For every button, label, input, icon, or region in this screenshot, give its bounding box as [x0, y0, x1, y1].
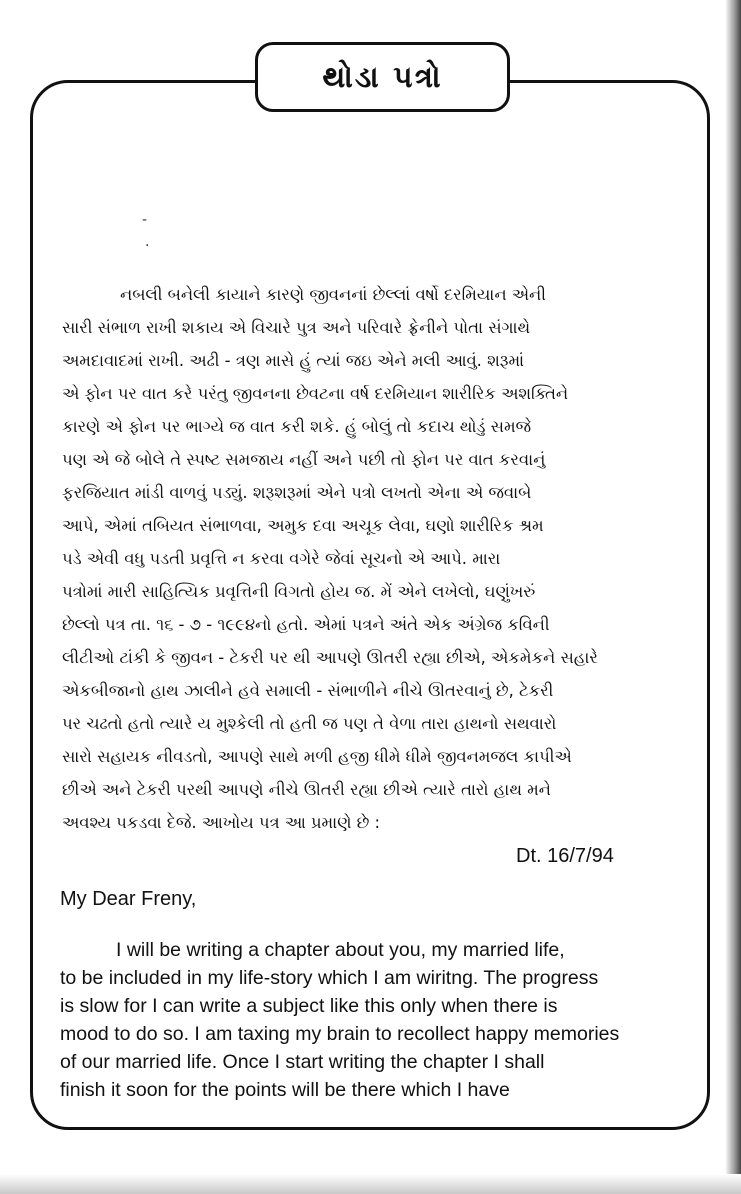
paragraph-line: પર ચઢતો હતો ત્યારે ય મુશ્કેલી તો હતી જ પણ તે વેળા તારા હાથનો સથવારો — [62, 714, 557, 733]
paragraph-line: અમદાવાદમાં રાખી. અઢી - ત્રણ માસે હું ત્યાં જઇ એને મલી આવું. શરૂમાં — [62, 351, 525, 370]
paragraph-line: પણ એ જે બોલે તે સ્પષ્ટ સમજાય નહીં અને પછી તો ફોન પર વાત કરવાનું — [62, 450, 546, 469]
paragraph-line: છેલ્લો પત્ર તા. ૧૬ - ૭ - ૧૯૯૪નો હતો. એમાં પત્રને અંતે એક અંગ્રેજ કવિની — [62, 615, 550, 634]
chapter-title-text: થોડા પત્રો — [322, 59, 443, 95]
letter-line: finish it soon for the points will be there which I have — [60, 1079, 510, 1101]
paragraph-line: અવશ્ય પકડવા દેજે. આખોય પત્ર આ પ્રમાણે છે : — [62, 813, 381, 832]
letter-line: I will be writing a chapter about you, my married life, — [116, 939, 565, 961]
gujarati-paragraph — [62, 278, 692, 839]
paragraph-line: ફરજિયાત માંડી વાળવું પડ્યું. શરૂશરૂમાં એને પત્રો લખતો એના એ જવાબે — [62, 483, 532, 502]
paragraph-line: સારો સહાયક નીવડતો, આપણે સાથે મળી હજી ધીમે ધીમે જીવનમજલ કાપીએ — [62, 747, 572, 766]
letter-line: is slow for I can write a subject like this only when there is — [60, 995, 558, 1017]
paragraph-line: સારી સંભાળ રાખી શકાય એ વિચારે પુત્ર અને પરિવારે ફ્રેનીને પોતા સંગાથે — [62, 318, 531, 337]
paragraph-line: લીટીઓ ટાંકી કે જીવન - ટેકરી પર થી આપણે ઊતરી રહ્યા છીએ, એકમેકને સહારે — [62, 648, 598, 667]
paragraph-line: નબલી બનેલી કાયાને કારણે જીવનનાં છેલ્લાં વર્ષો દરમિયાન એની — [120, 285, 546, 304]
letter-greeting: My Dear Freny, — [60, 888, 197, 910]
paragraph-line: કારણે એ ફોન પર ભાગ્યે જ વાત કરી શકે. હું બોલું તો કદાચ થોડું સમજે — [62, 417, 532, 436]
letter-line: mood to do so. I am taxing my brain to recollect happy memories — [60, 1023, 620, 1045]
chapter-title — [255, 42, 510, 112]
letter-line: to be included in my life-story which I am wiritng. The progress — [60, 967, 599, 989]
paragraph-line: છીએ અને ટેકરી પરથી આપણે નીચે ઊતરી રહ્યા છીએ ત્યારે તારો હાથ મને — [62, 780, 551, 799]
speck-mark: . — [145, 234, 150, 250]
letter-line: of our married life. Once I start writing the chapter I shall — [60, 1051, 545, 1073]
letter-date: Dt. 16/7/94 — [516, 845, 614, 867]
page-binding-shadow — [725, 0, 741, 1194]
paragraph-line: પડે એવી વધુ પડતી પ્રવૃત્તિ ન કરવા વગેરે જેવાં સૂચનો એ આપે. મારા — [62, 549, 501, 568]
paragraph-line: એકબીજાનો હાથ ઝાલીને હવે સમાલી - સંભાળીને નીચે ઊતરવાનું છે, ટેકરી — [62, 681, 554, 700]
page-bottom-edge — [0, 1174, 741, 1194]
letter-body — [60, 936, 678, 1104]
speck-mark: - — [142, 212, 148, 228]
paragraph-line: એ ફોન પર વાત કરે પરંતુ જીવનના છેવટના વર્ષ દરમિયાન શારીરિક અશક્તિને — [62, 384, 569, 403]
paragraph-line: પત્રોમાં મારી સાહિત્યિક પ્રવૃત્તિની વિગતો હોય જ. મેં એને લખેલો, ઘણુંખરું — [62, 582, 536, 601]
paragraph-line: આપે, એમાં તબિયત સંભાળવા, અમુક દવા અચૂક લેવા, ઘણો શારીરિક શ્રમ — [62, 516, 544, 535]
